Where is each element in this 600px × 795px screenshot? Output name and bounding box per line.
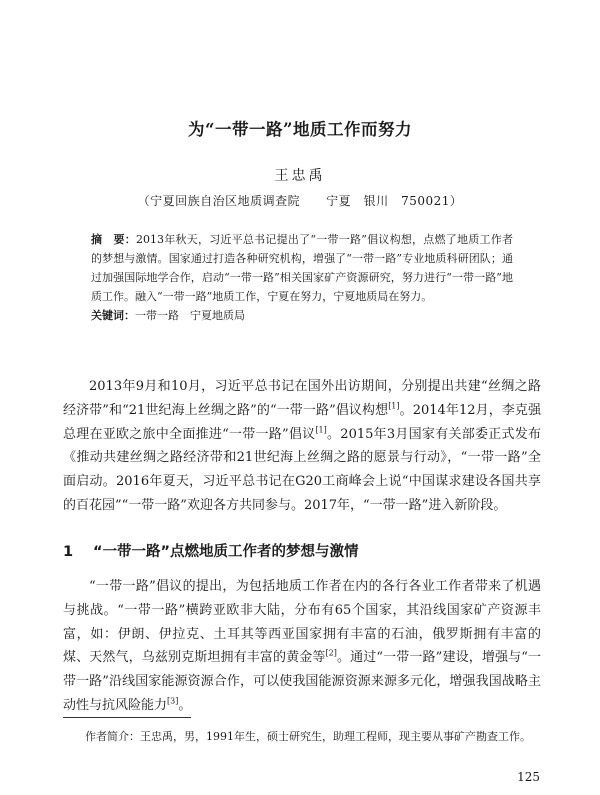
section1-text-3: 。 — [178, 697, 192, 713]
abstract-text: 2013年秋天，习近平总书记提出了“一带一路”倡议构想，点燃了地质工作者的梦想与激情。国家通过打造各种研究机构，增强了“一带一路”专业地质科研团队；通过加强国际地学合作，启动“一带一路”相关国家矿产资源研究，努力进行“一带一路”地质工作。融入“一带一路”地质工作，宁夏在努力，宁夏地质局在努力。 — [91, 233, 514, 303]
author-affiliation — [0, 192, 600, 209]
affiliation-place: 宁夏 银川 750021） — [326, 194, 463, 208]
intro-paragraph — [63, 375, 541, 518]
citation-ref: [3] — [167, 696, 179, 706]
author-footnote: 作者简介：王忠禹，男，1991年生，硕士研究生，助理工程师，现主要从事矿产勘查工作。 — [85, 730, 531, 743]
abstract-label: 摘 要： — [91, 233, 136, 246]
author-name: 王忠禹 — [274, 168, 326, 184]
section1-text-1: “一带一路”倡议的提出，为包括地质工作者在内的各行各业工作者带来了机遇与挑战。“一带一路”横跨亚欧非大陆，分布有65个国家，其沿线国家矿产资源丰富，如：伊朗、伊拉克、土耳其等西亚国家拥有丰富的石油，俄罗斯拥有丰富的煤、天然气，乌兹别克斯坦拥有丰富的黄金等 — [63, 579, 541, 666]
section-number: 1 — [63, 544, 74, 560]
section-heading — [63, 540, 541, 561]
section1-paragraph — [63, 575, 541, 718]
intro-section — [63, 375, 541, 518]
keywords-label: 关键词： — [91, 309, 135, 322]
citation-ref: [2] — [325, 649, 337, 659]
keywords-text: 一带一路 宁夏地质局 — [135, 309, 245, 322]
section1-text-2: 。通过“一带一路”建设，增强与“一带一路”沿线国家能源资源合作，可以使我国能源资源来源多元化，增强我国战略主动性与抗风险能力 — [63, 650, 541, 713]
keywords-line — [91, 306, 513, 325]
abstract-paragraph — [91, 230, 513, 306]
abstract-block — [91, 230, 513, 325]
footnote-divider — [63, 717, 191, 718]
affiliation-org: （宁夏回族自治区地质调查院 — [137, 194, 301, 208]
intro-text-1: 2013年9月和10月，习近平总书记在国外出访期间，分别提出共建“丝绸之路经济带”和“21世纪海上丝绸之路”的“一带一路”倡议构想 — [63, 379, 541, 418]
section1-body — [63, 575, 541, 718]
intro-text-3: 。2015年3月国家有关部委正式发布《推动共建丝绸之路经济带和21世纪海上丝绸之路的愿景与行动》，“一带一路”全面启动。2016年夏天，习近平总书记在G20工商峰会上说“中国谋求建设各国共享的百花园”“一带一路”欢迎各方共同参与。2017年，“一带一路”进入新阶段。 — [63, 426, 541, 513]
section-title: “一带一路”点燃地质工作者的梦想与激情 — [93, 544, 359, 560]
page-number: 125 — [517, 770, 540, 784]
citation-ref: [1] — [388, 401, 400, 411]
citation-ref: [1] — [315, 425, 327, 435]
intro-text-2: 。2014年12月，李克强总理在亚欧之旅中全面推进“一带一路”倡议 — [63, 402, 541, 442]
paper-title: 为“一带一路”地质工作而努力 — [188, 120, 412, 139]
